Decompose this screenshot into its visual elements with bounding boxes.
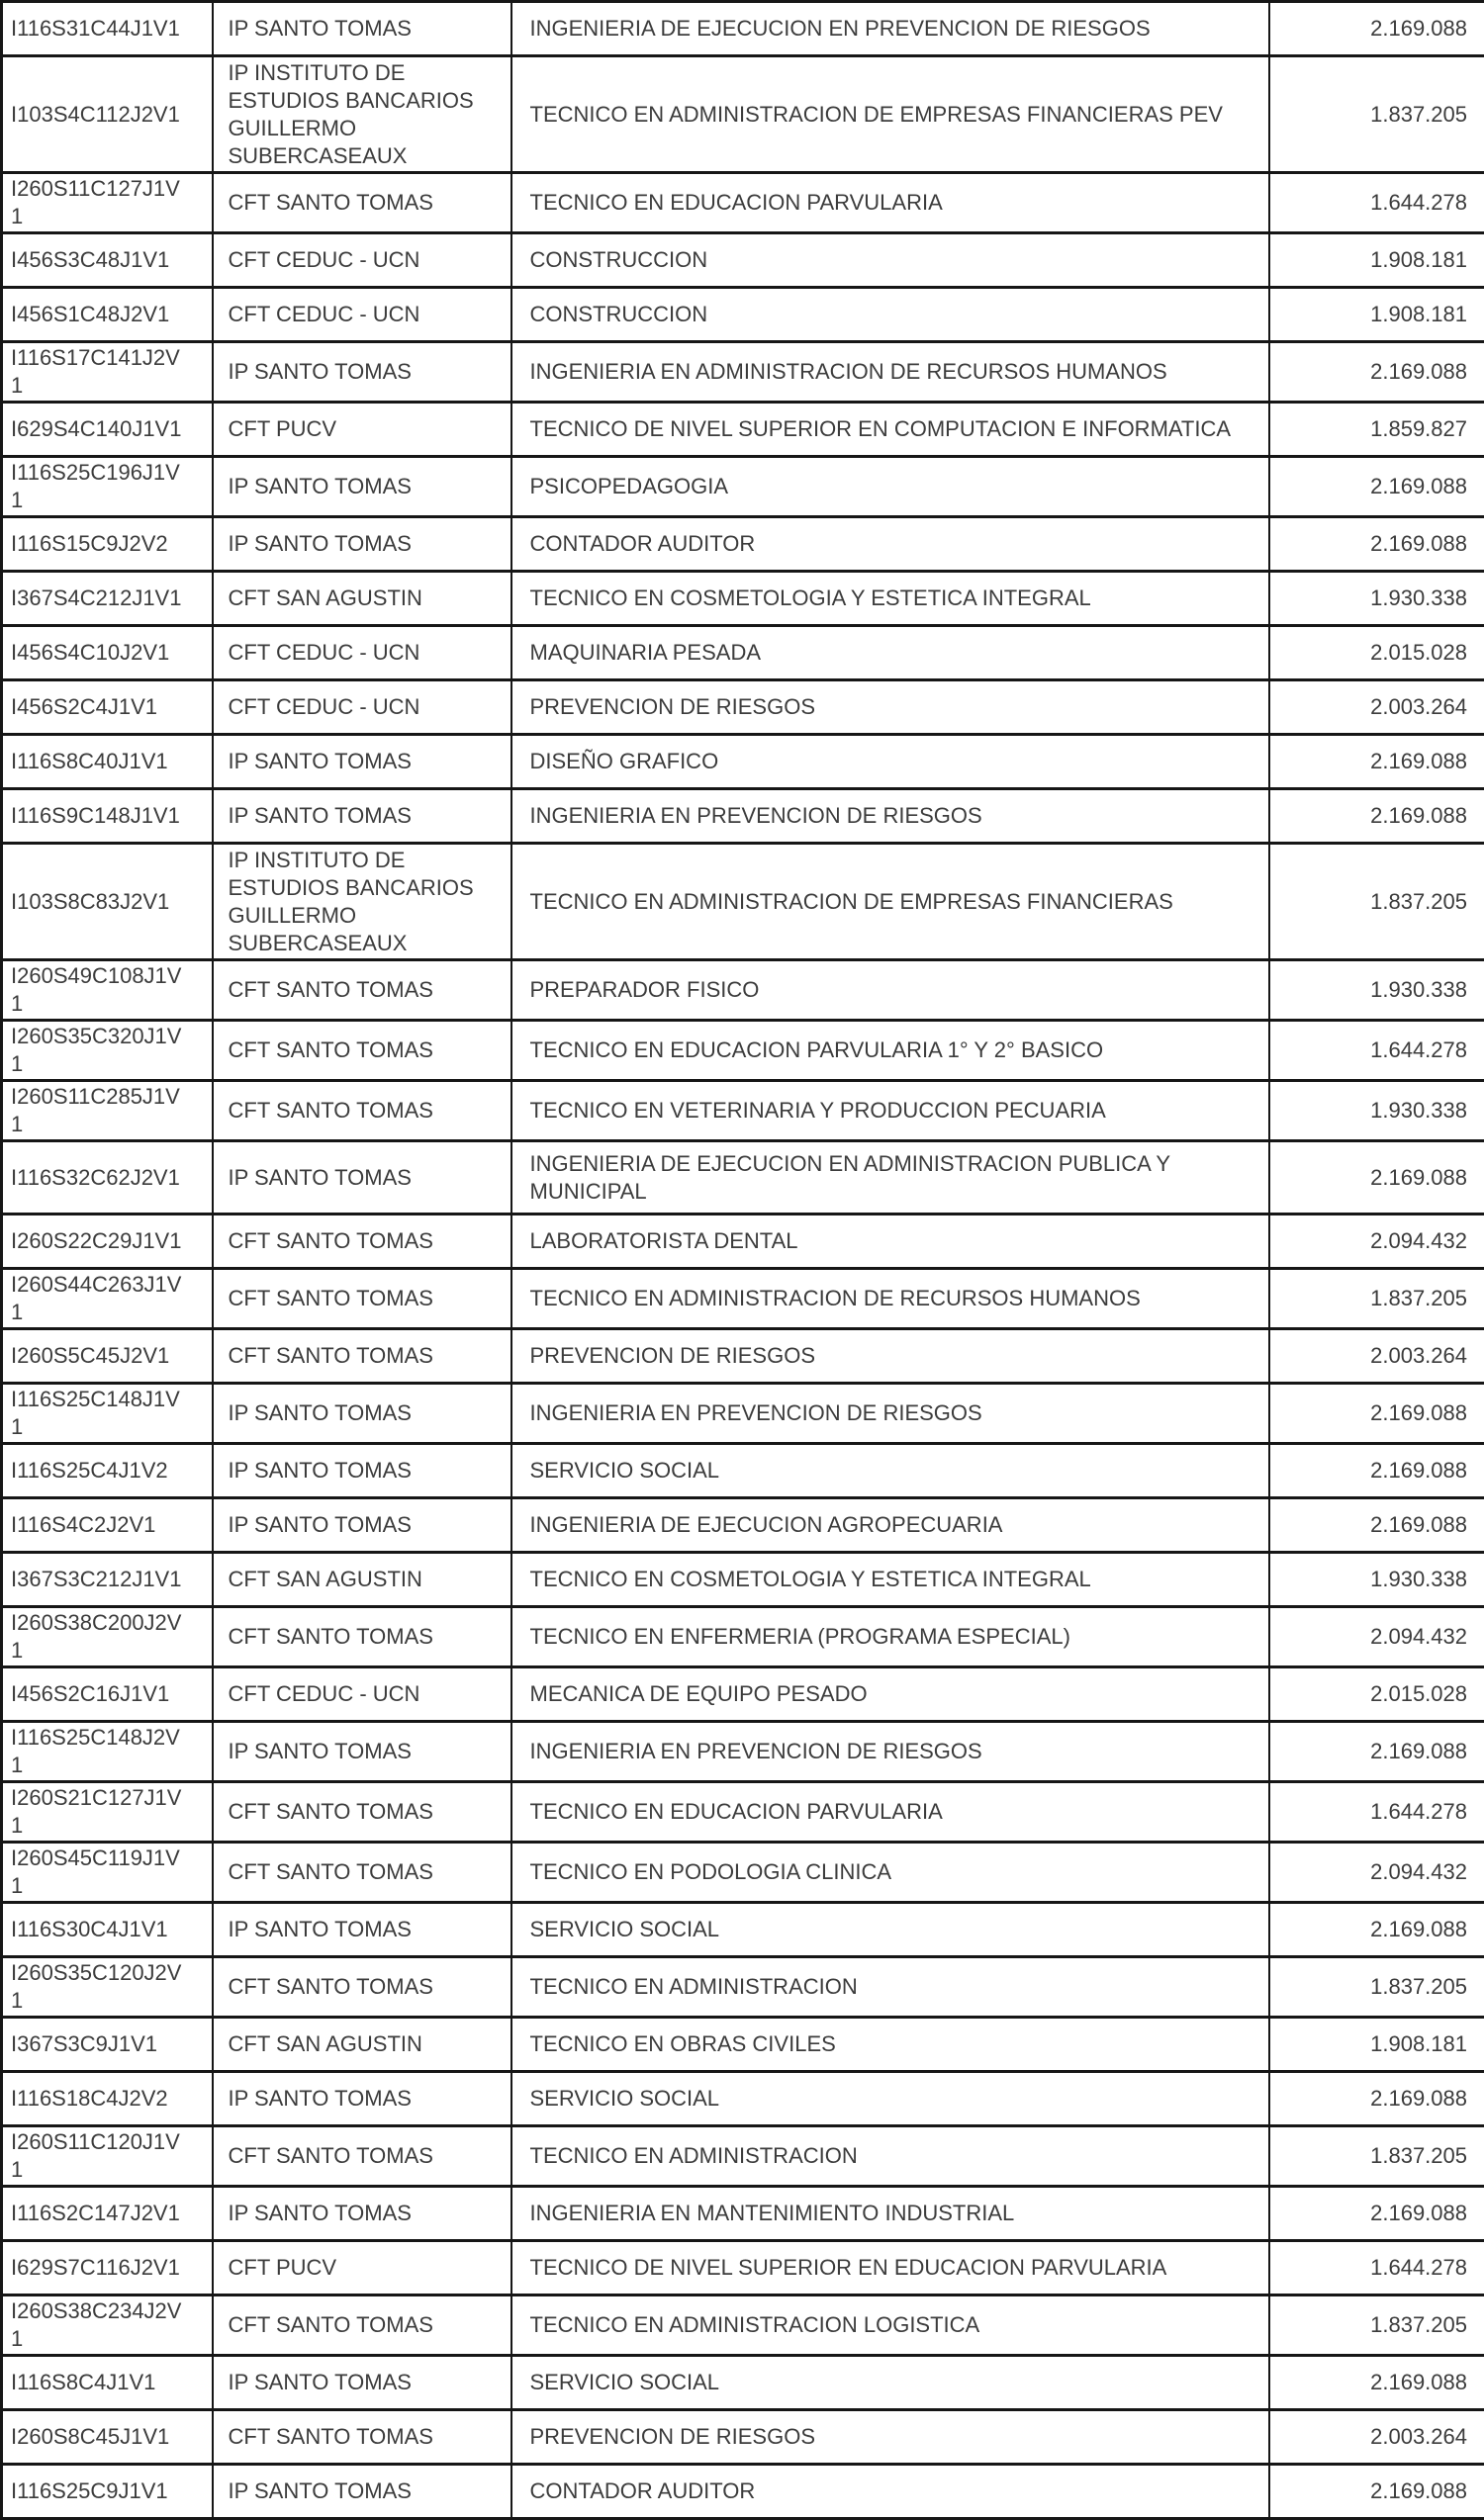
program-name-cell: INGENIERIA DE EJECUCION EN ADMINISTRACION PUBLICA Y MUNICIPAL <box>511 1141 1269 1215</box>
table-row <box>2 844 1484 960</box>
amount-cell: 2.169.088 <box>1269 2 1484 56</box>
program-name-cell: TECNICO EN PODOLOGIA CLINICA <box>511 1843 1269 1903</box>
table-row <box>2 1722 1484 1782</box>
table-row <box>2 572 1484 626</box>
table-row <box>2 2465 1484 2519</box>
institution-cell: CFT SANTO TOMAS <box>213 1607 511 1667</box>
amount-cell: 1.930.338 <box>1269 960 1484 1021</box>
amount-cell: 1.837.205 <box>1269 2126 1484 2187</box>
institution-cell: CFT SANTO TOMAS <box>213 1329 511 1384</box>
institution-cell: CFT SANTO TOMAS <box>213 1782 511 1843</box>
program-code-cell: I629S4C140J1V1 <box>2 403 213 457</box>
program-code-cell: I116S25C196J1V1 <box>2 457 213 517</box>
table-row <box>2 173 1484 233</box>
program-name-cell: INGENIERIA DE EJECUCION EN PREVENCION DE RIESGOS <box>511 2 1269 56</box>
program-code-cell: I260S45C119J1V1 <box>2 1843 213 1903</box>
amount-cell: 2.169.088 <box>1269 1722 1484 1782</box>
table-row <box>2 680 1484 735</box>
program-name-cell: TECNICO EN COSMETOLOGIA Y ESTETICA INTEGRAL <box>511 1553 1269 1607</box>
table-row <box>2 626 1484 680</box>
program-name-cell: TECNICO EN ADMINISTRACION DE EMPRESAS FINANCIERAS <box>511 844 1269 960</box>
amount-cell: 2.169.088 <box>1269 2356 1484 2410</box>
amount-cell: 2.169.088 <box>1269 1444 1484 1498</box>
amount-cell: 1.644.278 <box>1269 1021 1484 1081</box>
program-name-cell: PSICOPEDAGOGIA <box>511 457 1269 517</box>
institution-cell: CFT CEDUC - UCN <box>213 626 511 680</box>
program-code-cell: I260S11C285J1V1 <box>2 1081 213 1141</box>
amount-cell: 2.003.264 <box>1269 2410 1484 2465</box>
table-row <box>2 2356 1484 2410</box>
program-name-cell: CONTADOR AUDITOR <box>511 2465 1269 2519</box>
table-row <box>2 1553 1484 1607</box>
program-code-cell: I367S3C212J1V1 <box>2 1553 213 1607</box>
amount-cell: 2.169.088 <box>1269 1498 1484 1553</box>
institution-cell: CFT CEDUC - UCN <box>213 288 511 342</box>
institution-cell: IP INSTITUTO DE ESTUDIOS BANCARIOS GUILLERMO SUBERCASEAUX <box>213 56 511 173</box>
program-name-cell: INGENIERIA EN ADMINISTRACION DE RECURSOS HUMANOS <box>511 342 1269 403</box>
program-name-cell: INGENIERIA EN MANTENIMIENTO INDUSTRIAL <box>511 2187 1269 2241</box>
program-code-cell: I260S38C234J2V1 <box>2 2295 213 2356</box>
institution-cell: CFT CEDUC - UCN <box>213 1667 511 1722</box>
amount-cell: 1.837.205 <box>1269 1957 1484 2018</box>
table-row <box>2 2241 1484 2295</box>
institution-cell: CFT SANTO TOMAS <box>213 2410 511 2465</box>
program-code-cell: I456S2C4J1V1 <box>2 680 213 735</box>
table-row <box>2 1498 1484 1553</box>
program-name-cell: TECNICO EN OBRAS CIVILES <box>511 2018 1269 2072</box>
table-row <box>2 1782 1484 1843</box>
program-name-cell: LABORATORISTA DENTAL <box>511 1215 1269 1269</box>
program-name-cell: TECNICO EN ADMINISTRACION <box>511 2126 1269 2187</box>
institution-cell: CFT SANTO TOMAS <box>213 1843 511 1903</box>
program-code-cell: I103S4C112J2V1 <box>2 56 213 173</box>
program-name-cell: INGENIERIA EN PREVENCION DE RIESGOS <box>511 1384 1269 1444</box>
amount-cell: 2.015.028 <box>1269 1667 1484 1722</box>
table-row <box>2 342 1484 403</box>
table-row <box>2 1667 1484 1722</box>
amount-cell: 2.094.432 <box>1269 1607 1484 1667</box>
program-name-cell: PREPARADOR FISICO <box>511 960 1269 1021</box>
amount-cell: 2.003.264 <box>1269 1329 1484 1384</box>
program-code-cell: I116S25C4J1V2 <box>2 1444 213 1498</box>
institution-cell: IP SANTO TOMAS <box>213 2187 511 2241</box>
table-row <box>2 1141 1484 1215</box>
program-code-cell: I260S11C120J1V1 <box>2 2126 213 2187</box>
program-name-cell: SERVICIO SOCIAL <box>511 2072 1269 2126</box>
amount-cell: 2.169.088 <box>1269 1141 1484 1215</box>
amount-cell: 1.930.338 <box>1269 1081 1484 1141</box>
program-code-cell: I116S8C4J1V1 <box>2 2356 213 2410</box>
institution-cell: IP SANTO TOMAS <box>213 1722 511 1782</box>
program-code-cell: I116S30C4J1V1 <box>2 1903 213 1957</box>
program-name-cell: TECNICO DE NIVEL SUPERIOR EN EDUCACION PARVULARIA <box>511 2241 1269 2295</box>
program-code-cell: I116S4C2J2V1 <box>2 1498 213 1553</box>
table-row <box>2 2295 1484 2356</box>
table-row <box>2 56 1484 173</box>
amount-cell: 2.169.088 <box>1269 735 1484 789</box>
program-code-cell: I260S22C29J1V1 <box>2 1215 213 1269</box>
institution-cell: CFT CEDUC - UCN <box>213 680 511 735</box>
institution-cell: IP SANTO TOMAS <box>213 2 511 56</box>
program-name-cell: PREVENCION DE RIESGOS <box>511 2410 1269 2465</box>
table-row <box>2 2187 1484 2241</box>
institution-cell: IP SANTO TOMAS <box>213 789 511 844</box>
institution-cell: CFT SANTO TOMAS <box>213 1081 511 1141</box>
institution-cell: IP SANTO TOMAS <box>213 1384 511 1444</box>
institution-cell: CFT SANTO TOMAS <box>213 2126 511 2187</box>
program-name-cell: TECNICO EN EDUCACION PARVULARIA 1° Y 2° BASICO <box>511 1021 1269 1081</box>
institution-cell: CFT SANTO TOMAS <box>213 1021 511 1081</box>
program-code-cell: I260S11C127J1V1 <box>2 173 213 233</box>
table-row <box>2 960 1484 1021</box>
table-row <box>2 2126 1484 2187</box>
table-row <box>2 517 1484 572</box>
program-table-body <box>2 2 1484 2519</box>
program-code-cell: I116S15C9J2V2 <box>2 517 213 572</box>
institution-cell: CFT PUCV <box>213 403 511 457</box>
amount-cell: 2.169.088 <box>1269 2187 1484 2241</box>
table-row <box>2 1269 1484 1329</box>
amount-cell: 1.644.278 <box>1269 1782 1484 1843</box>
amount-cell: 2.169.088 <box>1269 2465 1484 2519</box>
program-code-cell: I260S35C120J2V1 <box>2 1957 213 2018</box>
program-code-cell: I116S25C148J1V1 <box>2 1384 213 1444</box>
amount-cell: 2.015.028 <box>1269 626 1484 680</box>
program-code-cell: I367S4C212J1V1 <box>2 572 213 626</box>
institution-cell: CFT SAN AGUSTIN <box>213 2018 511 2072</box>
program-name-cell: TECNICO EN EDUCACION PARVULARIA <box>511 173 1269 233</box>
amount-cell: 2.169.088 <box>1269 1903 1484 1957</box>
amount-cell: 1.908.181 <box>1269 2018 1484 2072</box>
program-code-cell: I116S17C141J2V1 <box>2 342 213 403</box>
program-code-cell: I456S4C10J2V1 <box>2 626 213 680</box>
program-code-cell: I456S1C48J2V1 <box>2 288 213 342</box>
program-code-cell: I116S9C148J1V1 <box>2 789 213 844</box>
table-row <box>2 1607 1484 1667</box>
program-name-cell: CONSTRUCCION <box>511 233 1269 288</box>
table-row <box>2 2410 1484 2465</box>
table-row <box>2 735 1484 789</box>
program-name-cell: TECNICO EN ADMINISTRACION DE EMPRESAS FINANCIERAS PEV <box>511 56 1269 173</box>
program-code-cell: I260S44C263J1V1 <box>2 1269 213 1329</box>
program-code-cell: I116S18C4J2V2 <box>2 2072 213 2126</box>
program-name-cell: SERVICIO SOCIAL <box>511 1444 1269 1498</box>
amount-cell: 1.930.338 <box>1269 572 1484 626</box>
program-name-cell: TECNICO EN ENFERMERIA (PROGRAMA ESPECIAL) <box>511 1607 1269 1667</box>
program-code-cell: I260S5C45J2V1 <box>2 1329 213 1384</box>
table-row <box>2 288 1484 342</box>
table-row <box>2 1843 1484 1903</box>
institution-cell: IP SANTO TOMAS <box>213 2356 511 2410</box>
program-name-cell: TECNICO EN ADMINISTRACION DE RECURSOS HUMANOS <box>511 1269 1269 1329</box>
institution-cell: CFT CEDUC - UCN <box>213 233 511 288</box>
institution-cell: IP SANTO TOMAS <box>213 2465 511 2519</box>
program-code-cell: I260S35C320J1V1 <box>2 1021 213 1081</box>
institution-cell: CFT SAN AGUSTIN <box>213 572 511 626</box>
institution-cell: IP SANTO TOMAS <box>213 457 511 517</box>
amount-cell: 2.169.088 <box>1269 1384 1484 1444</box>
institution-cell: CFT SANTO TOMAS <box>213 1215 511 1269</box>
program-code-cell: I456S3C48J1V1 <box>2 233 213 288</box>
program-name-cell: PREVENCION DE RIESGOS <box>511 680 1269 735</box>
table-row <box>2 1021 1484 1081</box>
program-name-cell: TECNICO EN VETERINARIA Y PRODUCCION PECUARIA <box>511 1081 1269 1141</box>
table-row <box>2 1957 1484 2018</box>
institution-cell: CFT PUCV <box>213 2241 511 2295</box>
institution-cell: IP INSTITUTO DE ESTUDIOS BANCARIOS GUILLERMO SUBERCASEAUX <box>213 844 511 960</box>
table-row <box>2 1329 1484 1384</box>
amount-cell: 1.837.205 <box>1269 844 1484 960</box>
program-code-cell: I116S25C148J2V1 <box>2 1722 213 1782</box>
institution-cell: CFT SANTO TOMAS <box>213 1269 511 1329</box>
amount-cell: 2.169.088 <box>1269 457 1484 517</box>
amount-cell: 1.908.181 <box>1269 233 1484 288</box>
amount-cell: 1.837.205 <box>1269 2295 1484 2356</box>
amount-cell: 1.837.205 <box>1269 1269 1484 1329</box>
program-name-cell: TECNICO DE NIVEL SUPERIOR EN COMPUTACION E INFORMATICA <box>511 403 1269 457</box>
table-row <box>2 2072 1484 2126</box>
program-name-cell: INGENIERIA EN PREVENCION DE RIESGOS <box>511 1722 1269 1782</box>
program-code-cell: I367S3C9J1V1 <box>2 2018 213 2072</box>
amount-cell: 1.908.181 <box>1269 288 1484 342</box>
institution-cell: CFT SANTO TOMAS <box>213 1957 511 2018</box>
program-code-cell: I116S2C147J2V1 <box>2 2187 213 2241</box>
amount-cell: 1.644.278 <box>1269 2241 1484 2295</box>
table-row <box>2 457 1484 517</box>
program-code-cell: I103S8C83J2V1 <box>2 844 213 960</box>
table-row <box>2 2 1484 56</box>
institution-cell: IP SANTO TOMAS <box>213 1141 511 1215</box>
program-name-cell: TECNICO EN EDUCACION PARVULARIA <box>511 1782 1269 1843</box>
institution-cell: IP SANTO TOMAS <box>213 735 511 789</box>
amount-cell: 2.094.432 <box>1269 1215 1484 1269</box>
institution-cell: IP SANTO TOMAS <box>213 517 511 572</box>
program-code-cell: I116S31C44J1V1 <box>2 2 213 56</box>
amount-cell: 2.169.088 <box>1269 342 1484 403</box>
program-code-cell: I116S32C62J2V1 <box>2 1141 213 1215</box>
program-name-cell: SERVICIO SOCIAL <box>511 2356 1269 2410</box>
amount-cell: 2.094.432 <box>1269 1843 1484 1903</box>
program-name-cell: TECNICO EN ADMINISTRACION <box>511 1957 1269 2018</box>
program-name-cell: SERVICIO SOCIAL <box>511 1903 1269 1957</box>
institution-cell: IP SANTO TOMAS <box>213 1903 511 1957</box>
program-code-cell: I629S7C116J2V1 <box>2 2241 213 2295</box>
institution-cell: CFT SAN AGUSTIN <box>213 1553 511 1607</box>
amount-cell: 2.169.088 <box>1269 2072 1484 2126</box>
institution-cell: IP SANTO TOMAS <box>213 2072 511 2126</box>
table-row <box>2 789 1484 844</box>
program-name-cell: PREVENCION DE RIESGOS <box>511 1329 1269 1384</box>
program-name-cell: CONTADOR AUDITOR <box>511 517 1269 572</box>
institution-cell: CFT SANTO TOMAS <box>213 2295 511 2356</box>
program-name-cell: CONSTRUCCION <box>511 288 1269 342</box>
program-code-cell: I116S8C40J1V1 <box>2 735 213 789</box>
program-code-cell: I456S2C16J1V1 <box>2 1667 213 1722</box>
program-name-cell: MECANICA DE EQUIPO PESADO <box>511 1667 1269 1722</box>
institution-cell: CFT SANTO TOMAS <box>213 173 511 233</box>
table-row <box>2 233 1484 288</box>
program-code-cell: I260S21C127J1V1 <box>2 1782 213 1843</box>
table-row <box>2 403 1484 457</box>
table-row <box>2 1903 1484 1957</box>
institution-cell: CFT SANTO TOMAS <box>213 960 511 1021</box>
amount-cell: 2.169.088 <box>1269 517 1484 572</box>
program-name-cell: DISEÑO GRAFICO <box>511 735 1269 789</box>
table-row <box>2 1081 1484 1141</box>
institution-cell: IP SANTO TOMAS <box>213 342 511 403</box>
program-name-cell: TECNICO EN COSMETOLOGIA Y ESTETICA INTEGRAL <box>511 572 1269 626</box>
amount-cell: 1.644.278 <box>1269 173 1484 233</box>
table-row <box>2 1215 1484 1269</box>
amount-cell: 1.859.827 <box>1269 403 1484 457</box>
program-name-cell: MAQUINARIA PESADA <box>511 626 1269 680</box>
program-name-cell: TECNICO EN ADMINISTRACION LOGISTICA <box>511 2295 1269 2356</box>
amount-cell: 2.169.088 <box>1269 789 1484 844</box>
program-code-cell: I260S8C45J1V1 <box>2 2410 213 2465</box>
amount-cell: 1.930.338 <box>1269 1553 1484 1607</box>
institution-cell: IP SANTO TOMAS <box>213 1444 511 1498</box>
program-code-cell: I116S25C9J1V1 <box>2 2465 213 2519</box>
program-code-cell: I260S38C200J2V1 <box>2 1607 213 1667</box>
table-row <box>2 1444 1484 1498</box>
table-row <box>2 1384 1484 1444</box>
program-name-cell: INGENIERIA DE EJECUCION AGROPECUARIA <box>511 1498 1269 1553</box>
program-code-cell: I260S49C108J1V1 <box>2 960 213 1021</box>
amount-cell: 1.837.205 <box>1269 56 1484 173</box>
table-row <box>2 2018 1484 2072</box>
amount-cell: 2.003.264 <box>1269 680 1484 735</box>
institution-cell: IP SANTO TOMAS <box>213 1498 511 1553</box>
program-name-cell: INGENIERIA EN PREVENCION DE RIESGOS <box>511 789 1269 844</box>
